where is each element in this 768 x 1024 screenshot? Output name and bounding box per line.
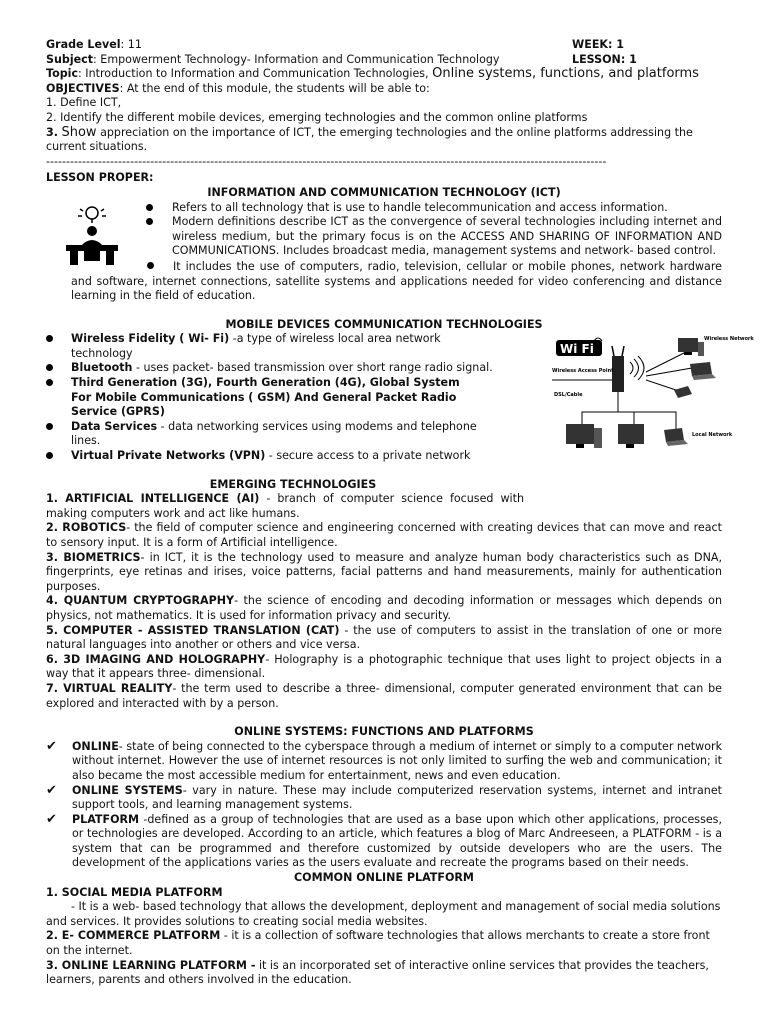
bullet-dot-icon bbox=[46, 420, 71, 435]
bullet-dot-icon bbox=[46, 449, 71, 464]
objective-2: 2. Identify the different mobile devices, emerging technologies and the common online platforms bbox=[46, 110, 588, 124]
divider-line: -------------------------------------------------------------------------------------------------------------------------------------------- bbox=[46, 154, 607, 168]
lesson-label: LESSON: 1 bbox=[572, 52, 637, 66]
local-network-label: Local Network bbox=[692, 432, 733, 439]
mobile-item-desc: - data networking services using modems and telephone lines. bbox=[71, 419, 477, 448]
bullet-dot-icon bbox=[46, 332, 71, 347]
online-heading: ONLINE SYSTEMS: FUNCTIONS AND PLATFORMS bbox=[234, 725, 534, 739]
mobile-item-term: Virtual Private Networks (VPN) bbox=[71, 449, 266, 463]
online-item bbox=[46, 740, 722, 784]
objective-1: 1. Define ICT, bbox=[46, 96, 122, 110]
router-icon bbox=[612, 346, 624, 392]
mobile-item-desc: - secure access to a private network bbox=[265, 449, 471, 463]
checkmark-icon: ✔ bbox=[46, 782, 57, 798]
wifi-logo-text: Wi Fi bbox=[560, 342, 594, 357]
laptop-icon bbox=[690, 362, 716, 380]
objective-3-show: Show bbox=[61, 124, 97, 140]
emerging-item bbox=[46, 624, 722, 653]
objectives-line bbox=[46, 82, 722, 97]
mobile-item-desc: - uses packet- based transmission over short range radio signal. bbox=[132, 361, 493, 375]
wifi-logo-icon bbox=[556, 338, 602, 356]
emerging-item bbox=[46, 653, 722, 682]
emerging-item-term: 7. VIRTUAL REALITY bbox=[46, 681, 173, 695]
desktop-computer-icon bbox=[618, 424, 644, 448]
common-heading: COMMON ONLINE PLATFORM bbox=[294, 871, 474, 885]
emerging-item-desc: - in ICT, it is the technology used to measure and analyze human body characteristics such as DNA, fingerprints, eye retinas and irises, voice patterns, facial patterns and hand measurements, mainly for authentication purposes. bbox=[46, 550, 722, 593]
topic-tail: Online systems, functions, and platforms bbox=[432, 66, 699, 82]
objective-3-text: appreciation on the importance of ICT, the emerging technologies and the online platforms addressing the current situations. bbox=[46, 125, 693, 154]
emerging-item-desc: - the field of computer science and engineering concerned with creating devices that can move and react to sensory input. It is a form of Artificial intelligence. bbox=[46, 521, 722, 549]
mobile-item-term: Wireless Fidelity ( Wi- Fi) bbox=[71, 332, 230, 346]
ict-section bbox=[46, 201, 722, 304]
emerging-item-desc: - Holography is a photographic technique that uses light to project objects in a way that it appears three- dimensional. bbox=[46, 652, 722, 681]
lesson-proper-label: LESSON PROPER: bbox=[46, 171, 154, 185]
emerging-heading: EMERGING TECHNOLOGIES bbox=[209, 477, 377, 491]
grade-label: Grade Level bbox=[46, 38, 121, 51]
objectives-label: OBJECTIVES bbox=[46, 81, 120, 95]
mobile-item bbox=[46, 420, 502, 449]
bullet-dot-icon bbox=[46, 361, 71, 376]
ict-bullet bbox=[71, 259, 722, 304]
topic-label: Topic bbox=[46, 67, 79, 81]
emerging-item-term: 5. COMPUTER - ASSISTED TRANSLATION (CAT) bbox=[46, 623, 340, 637]
access-point-label: Wireless Access Point bbox=[552, 368, 614, 375]
subject-line bbox=[46, 53, 722, 68]
checkmark-icon: ✔ bbox=[46, 738, 57, 754]
tablet-icon bbox=[674, 386, 692, 398]
mobile-list bbox=[46, 332, 502, 463]
person-lightbulb-icon bbox=[56, 203, 128, 267]
ict-bullet-text: It includes the use of computers, radio, television, cellular or mobile phones, network hardware and software, internet connections, satellite systems and applications needed for video conferencing and distance learning in the field of education. bbox=[71, 259, 722, 303]
social-media-desc: - It is a web- based technology that allows the development, deployment and management of social media solutions and services. It provides solutions to creating social media websites. bbox=[46, 900, 721, 928]
emerging-item-term: 2. ROBOTICS bbox=[46, 521, 127, 535]
emerging-item-term: 3. BIOMETRICS bbox=[46, 550, 141, 564]
objectives-intro: : At the end of this module, the students will be able to: bbox=[119, 81, 430, 95]
mobile-item-desc: -a type of wireless local area network technology bbox=[71, 332, 441, 360]
emerging-item-term: 1. ARTIFICIAL INTELLIGENCE (AI) bbox=[46, 492, 260, 506]
grade-line bbox=[46, 38, 722, 53]
mobile-item-term: Third Generation (3G), Fourth Generation (4G), Global System For Mobile Communications ( GSM) And General Packet Radio Service (GPRS) bbox=[71, 376, 460, 419]
mobile-item bbox=[46, 332, 502, 361]
bullet-dot-icon bbox=[147, 262, 154, 269]
emerging-item-term: 6. 3D IMAGING AND HOLOGRAPHY bbox=[46, 652, 266, 666]
ecommerce-item bbox=[46, 929, 722, 958]
ict-bullet bbox=[146, 215, 722, 259]
mobile-heading: MOBILE DEVICES COMMUNICATION TECHNOLOGIES bbox=[225, 317, 543, 331]
subject-value: : Empowerment Technology- Information and Communication Technology bbox=[93, 52, 500, 66]
mobile-item-term: Bluetooth bbox=[71, 361, 133, 375]
online-item-desc: - vary in nature. These may include computerized reservation systems, internet and intranet support tools, and learning management systems. bbox=[72, 783, 722, 812]
mobile-item bbox=[46, 361, 502, 376]
week-label: WEEK: 1 bbox=[572, 38, 625, 51]
ecommerce-term: 2. E- COMMERCE PLATFORM bbox=[46, 929, 221, 943]
ecommerce-desc: - it is a collection of software technologies that allows merchants to create a store front on the internet. bbox=[46, 929, 710, 958]
checkmark-icon: ✔ bbox=[46, 811, 57, 827]
online-learning-item bbox=[46, 959, 722, 988]
mobile-section bbox=[46, 332, 754, 463]
online-item-term: ONLINE SYSTEMS bbox=[72, 783, 183, 797]
online-item-term: ONLINE bbox=[72, 739, 119, 753]
emerging-item-desc: - the term used to describe a three- dimensional, computer generated environment that can be explored and interacted with by a person. bbox=[46, 681, 722, 710]
emerging-item bbox=[46, 551, 722, 595]
dsl-label: DSL/Cable bbox=[554, 392, 583, 399]
emerging-item bbox=[46, 492, 524, 521]
emerging-item bbox=[46, 521, 722, 550]
topic-value: : Introduction to Information and Communication Technologies, bbox=[78, 67, 433, 81]
topic-line bbox=[46, 67, 722, 82]
wireless-network-label: Wireless Network bbox=[704, 336, 754, 343]
online-learning-term: 3. ONLINE LEARNING PLATFORM - bbox=[46, 958, 256, 972]
online-item bbox=[46, 813, 722, 871]
online-item-desc: -defined as a group of technologies that are used as a base upon which other applications, processes, or technologies are developed. According to an article, which features a blog of Marc Andreeseen, a PLATFORM - is a system that can be programmed and therefore customized by outside developers who are the users. The development of the applications varies as the users evaluate and recreate the programs based on their needs. bbox=[72, 812, 722, 870]
ict-bullet-text: Modern definitions describe ICT as the convergence of several technologies including internet and wireless medium, but the primary focus is on the ACCESS AND SHARING OF INFORMATION AND COMMUNICATIONS. Includes broadcast media, management systems and network- based control. bbox=[172, 215, 722, 258]
emerging-item-desc: - branch of computer science focused with making computers work and act like humans. bbox=[46, 492, 524, 520]
ict-bullet bbox=[146, 201, 722, 216]
bullet-dot-icon bbox=[46, 376, 71, 391]
subject-label: Subject bbox=[46, 52, 94, 66]
mobile-item bbox=[46, 376, 502, 420]
wireless-waves-icon bbox=[630, 356, 644, 380]
document-page bbox=[46, 38, 754, 988]
grade-value: : 11 bbox=[120, 38, 142, 51]
emerging-item-desc: - the use of computers to assist in the translation of one or more natural languages into another or others and vice versa. bbox=[46, 623, 722, 652]
ict-bullet-text: Refers to all technology that is use to handle telecommunication and access information. bbox=[172, 200, 668, 214]
mobile-item-term: Data Services bbox=[71, 419, 158, 433]
bullet-dot-icon bbox=[146, 201, 172, 216]
emerging-item bbox=[46, 682, 722, 711]
emerging-item-term: 4. QUANTUM CRYPTOGRAPHY bbox=[46, 594, 235, 608]
ict-bullet-list bbox=[146, 201, 722, 259]
desktop-computer-icon bbox=[566, 424, 602, 448]
emerging-item bbox=[46, 594, 722, 623]
mobile-item bbox=[46, 449, 502, 464]
online-item-desc: - state of being connected to the cyberspace through a medium of internet or simply to a computer network without internet. However the use of internet resources is not only limited to surfing the web and communication; it also became the most accessible medium for entertainment, news and even education. bbox=[72, 739, 722, 782]
network-diagram bbox=[546, 332, 754, 458]
wireless-computer-icon bbox=[678, 338, 704, 356]
ict-heading: INFORMATION AND COMMUNICATION TECHNOLOGY (ICT) bbox=[207, 185, 561, 199]
objective-3 bbox=[46, 126, 722, 155]
online-item bbox=[46, 784, 722, 813]
online-item-term: PLATFORM bbox=[72, 812, 140, 826]
laptop-icon bbox=[664, 428, 688, 446]
social-media-title: 1. SOCIAL MEDIA PLATFORM bbox=[46, 885, 223, 899]
online-learning-desc: it is an incorporated set of interactive online services that provides the teachers, learners, parents and others involved in the education. bbox=[46, 958, 709, 987]
objective-3-number: 3. bbox=[46, 125, 58, 139]
emerging-item-desc: - the science of encoding and decoding information or messages which depends on physics, not mathematics. It is used for information privacy and security. bbox=[46, 594, 722, 622]
bullet-dot-icon bbox=[146, 215, 172, 230]
